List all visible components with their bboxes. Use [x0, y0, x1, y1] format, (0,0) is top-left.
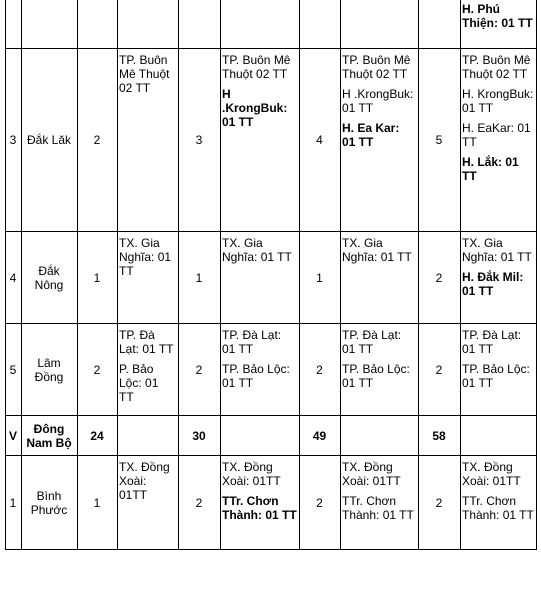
count-period-3: 1: [300, 232, 341, 324]
towns-period-2: [221, 324, 300, 416]
towns-period-4: [461, 49, 537, 232]
table-row: [6, 49, 537, 232]
towns-period-2: [221, 416, 300, 456]
place-entry: H. Đắk Mil: 01 TT: [462, 270, 524, 298]
place-entry: TP. Bảo Lộc: 01 TT: [222, 362, 290, 390]
count-period-3: [300, 0, 341, 49]
place-entry: TX. Đồng Xoài: 01TT: [342, 460, 401, 488]
towns-period-1: [118, 324, 179, 416]
count-period-1: 2: [78, 49, 118, 232]
towns-period-3: [341, 324, 419, 416]
count-period-3: 2: [300, 456, 341, 550]
place-entry: TP. Đà Lạt: 01 TT: [342, 328, 402, 356]
towns-period-3: [341, 232, 419, 324]
row-index: 3: [6, 49, 22, 232]
place-entry: TP. Bảo Lộc: 01 TT: [462, 362, 530, 390]
place-entry: TP. Buôn Mê Thuột 02 TT: [222, 53, 291, 81]
place-entry: TP. Bảo Lộc: 01 TT: [342, 362, 410, 390]
province-name: Đông Nam Bộ: [22, 416, 78, 456]
region-row: [6, 416, 537, 456]
table-row: [6, 324, 537, 416]
place-entry: TTr. Chơn Thành: 01 TT: [462, 494, 534, 522]
count-period-3: 4: [300, 49, 341, 232]
count-period-4: 2: [419, 456, 461, 550]
count-period-1: 24: [78, 416, 118, 456]
row-index: [6, 0, 22, 49]
place-entry: TTr. Chơn Thành: 01 TT: [342, 494, 414, 522]
towns-period-1: [118, 49, 179, 232]
towns-period-4: [461, 324, 537, 416]
towns-period-2: [221, 456, 300, 550]
place-entry: TP. Đà Lạt: 01 TT: [222, 328, 282, 356]
towns-period-2: [221, 232, 300, 324]
province-name: Lâm Đồng: [22, 324, 78, 416]
towns-period-4: [461, 0, 537, 49]
count-period-4: 2: [419, 232, 461, 324]
count-period-4: 58: [419, 416, 461, 456]
province-name: [22, 0, 78, 49]
towns-period-4: [461, 416, 537, 456]
count-period-3: 2: [300, 324, 341, 416]
provinces-table: [5, 0, 537, 550]
province-name: Đắk Lăk: [22, 49, 78, 232]
count-period-1: 2: [78, 324, 118, 416]
place-entry: TP. Buôn Mê Thuột 02 TT: [119, 53, 170, 95]
table-row: [6, 232, 537, 324]
count-period-2: 30: [179, 416, 221, 456]
place-entry: H. EaKar: 01 TT: [462, 121, 531, 149]
place-entry: TX. Gia Nghĩa: 01 TT: [342, 236, 412, 264]
table-body: [6, 0, 537, 550]
place-entry: TP. Buôn Mê Thuột 02 TT: [342, 53, 411, 81]
towns-period-1: [118, 416, 179, 456]
row-index: 4: [6, 232, 22, 324]
count-period-1: 1: [78, 456, 118, 550]
towns-period-3: [341, 0, 419, 49]
count-period-4: [419, 0, 461, 49]
row-index: V: [6, 416, 22, 456]
towns-period-3: [341, 416, 419, 456]
place-entry: TX. Gia Nghĩa: 01 TT: [462, 236, 532, 264]
place-entry: H .KrongBuk: 01 TT: [342, 87, 414, 115]
place-entry: P. Bảo Lộc: 01 TT: [119, 362, 159, 404]
count-period-1: 1: [78, 232, 118, 324]
row-index: 1: [6, 456, 22, 550]
table-row: [6, 456, 537, 550]
count-period-3: 49: [300, 416, 341, 456]
count-period-1: [78, 0, 118, 49]
towns-period-2: [221, 49, 300, 232]
towns-period-3: [341, 456, 419, 550]
towns-period-4: [461, 456, 537, 550]
count-period-4: 2: [419, 324, 461, 416]
count-period-2: [179, 0, 221, 49]
place-entry: TX. Đồng Xoài: 01TT: [119, 460, 170, 502]
towns-period-4: [461, 232, 537, 324]
place-entry: TX. Gia Nghĩa: 01 TT: [222, 236, 292, 264]
place-entry: TX. Gia Nghĩa: 01 TT: [119, 236, 172, 278]
towns-period-3: [341, 49, 419, 232]
towns-period-1: [118, 456, 179, 550]
place-entry: TX. Đồng Xoài: 01TT: [222, 460, 281, 488]
count-period-2: 3: [179, 49, 221, 232]
towns-period-2: [221, 0, 300, 49]
count-period-2: 1: [179, 232, 221, 324]
count-period-4: 5: [419, 49, 461, 232]
towns-period-1: [118, 232, 179, 324]
place-entry: TP. Đà Lạt: 01 TT: [462, 328, 522, 356]
place-entry: H. Ea Kar: 01 TT: [342, 121, 400, 149]
place-entry: TP. Buôn Mê Thuột 02 TT: [462, 53, 531, 81]
province-name: Đắk Nông: [22, 232, 78, 324]
table-row: [6, 0, 537, 49]
place-entry: TX. Đồng Xoài: 01TT: [462, 460, 521, 488]
province-name: Bình Phước: [22, 456, 78, 550]
place-entry: H. KrongBuk: 01 TT: [462, 87, 534, 115]
count-period-2: 2: [179, 456, 221, 550]
place-entry: H. Phú Thiện: 01 TT: [462, 2, 533, 30]
place-entry: TP. Đà Lạt: 01 TT: [119, 328, 174, 356]
count-period-2: 2: [179, 324, 221, 416]
place-entry: TTr. Chơn Thành: 01 TT: [222, 494, 297, 522]
place-entry: H. Lắk: 01 TT: [462, 155, 519, 183]
towns-period-1: [118, 0, 179, 49]
place-entry: H .KrongBuk: 01 TT: [222, 87, 288, 129]
row-index: 5: [6, 324, 22, 416]
